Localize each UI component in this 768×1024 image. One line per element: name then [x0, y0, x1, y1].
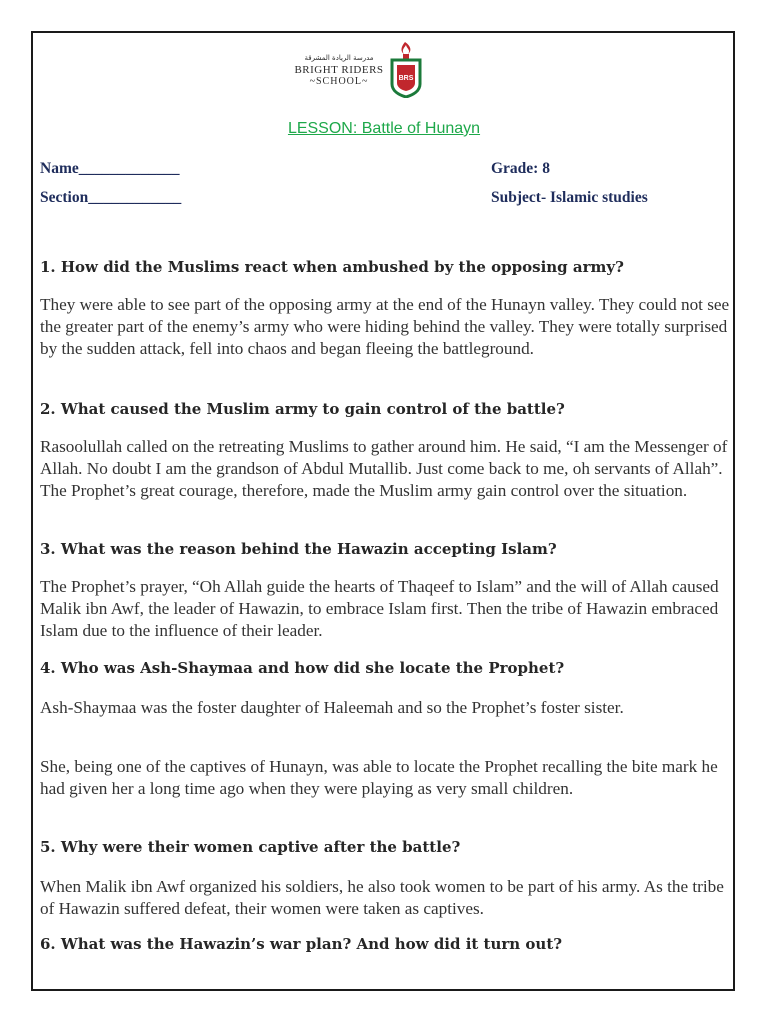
logo-school-word: ~SCHOOL~ [309, 76, 369, 87]
question-4: 4. Who was Ash-Shaymaa and how did she locate the Prophet? [40, 659, 565, 677]
lesson-title: LESSON: Battle of Hunayn [287, 120, 481, 137]
question-2: 2. What caused the Muslim army to gain control of the battle? [40, 400, 565, 418]
section-field[interactable]: Section____________ [40, 189, 182, 206]
logo-emblem-letters: BRS [398, 75, 414, 82]
school-logo [289, 40, 425, 98]
name-field[interactable]: Name_____________ [40, 160, 180, 177]
answer-2: Rasoolullah called on the retreating Muslims to gather around him. He said, “I am the Messenger of Allah. No doubt I am the grandson of Abdul Mutallib. Just come back to me, oh servants of Allah”. The Prophet’s great courage, therefore, made the Muslim army gain control over the situation. [40, 437, 728, 500]
answer-3: The Prophet’s prayer, “Oh Allah guide the hearts of Thaqeef to Islam” and the will of Allah caused Malik ibn Awf, the leader of Hawazin, to embrace Islam first. Then the tribe of Hawazin embraced Islam due to the influence of their leader. [40, 577, 719, 640]
torch-shield-icon [389, 40, 423, 98]
question-6: 6. What was the Hawazin’s war plan? And how did it turn out? [40, 935, 563, 953]
answer-4-paragraph-2: She, being one of the captives of Hunayn, was able to locate the Prophet recalling the bite mark he had given her a long time ago when they were playing as very small children. [40, 757, 718, 798]
answer-4-paragraph-1: Ash-Shaymaa was the foster daughter of Haleemah and so the Prophet’s foster sister. [40, 698, 624, 717]
logo-arabic-text: مدرسة الريادة المشرقة [304, 54, 374, 62]
logo-school-name: BRIGHT RIDERS [294, 64, 384, 76]
subject-label: Subject- Islamic studies [491, 189, 648, 206]
question-3: 3. What was the reason behind the Hawazin accepting Islam? [40, 540, 557, 558]
question-1: 1. How did the Muslims react when ambushed by the opposing army? [40, 258, 624, 276]
question-5: 5. Why were their women captive after the battle? [40, 838, 461, 856]
answer-5: When Malik ibn Awf organized his soldiers, he also took women to be part of his army. As the tribe of Hawazin suffered defeat, their women were taken as captives. [40, 877, 724, 918]
answer-1: They were able to see part of the opposing army at the end of the Hunayn valley. They could not see the greater part of the enemy’s army who were hiding behind the valley. They were totally surprised by the sudden attack, fell into chaos and began fleeing the battleground. [40, 295, 730, 358]
grade-label: Grade: 8 [491, 160, 550, 177]
